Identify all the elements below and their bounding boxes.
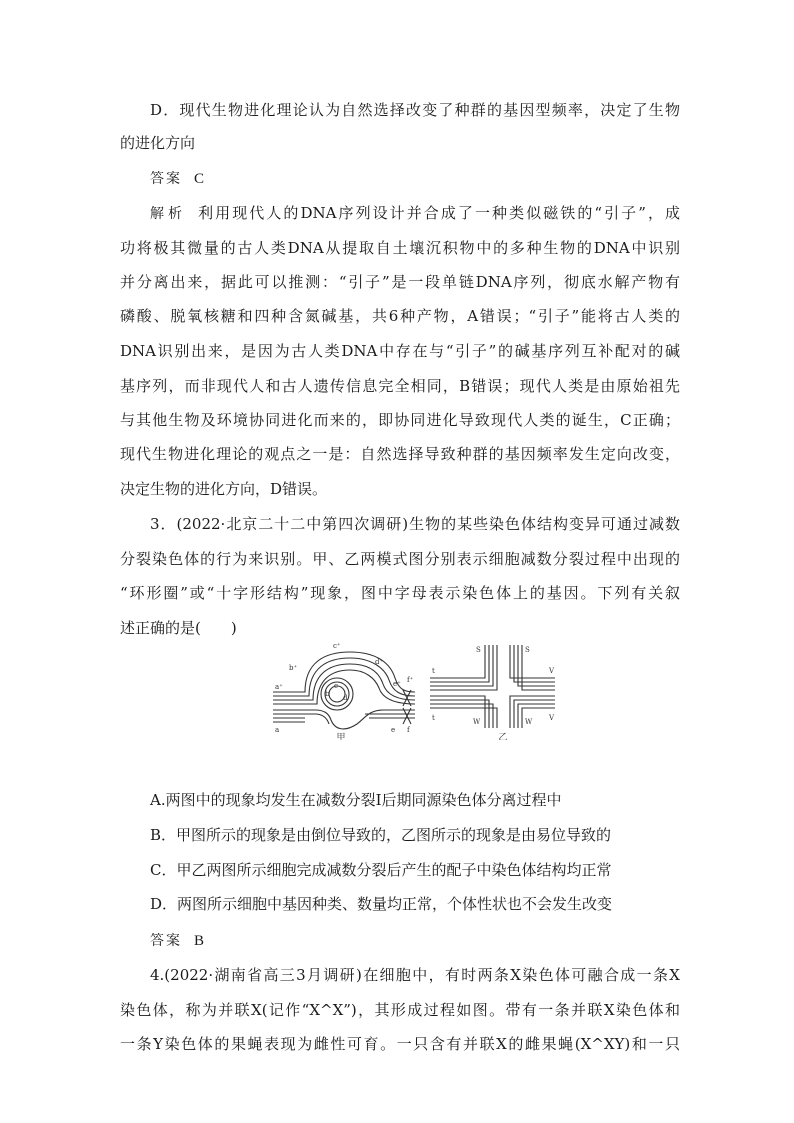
option-b: B．甲图所示的现象是由倒位导致的，乙图所示的现象是由易位导致的 — [150, 826, 612, 844]
gene-label: d — [343, 694, 348, 702]
gene-label: V — [549, 667, 555, 675]
question3-line2: 分裂染色体的行为来识别。甲、乙两模式图分别表示细胞减数分裂过程中出现的 — [120, 550, 680, 568]
gene-label: W — [525, 718, 533, 726]
question3-line1: 3．(2022·北京二十二中第四次调研)生物的某些染色体结构变异可通过减数 — [150, 515, 680, 533]
gene-label: b — [325, 690, 330, 698]
gene-label: t — [432, 667, 435, 675]
answer-value: C — [194, 171, 205, 187]
gene-label: S — [525, 646, 530, 654]
option-a: A.两图中的现象均发生在减数分裂Ⅰ后期同源染色体分离过程中 — [150, 791, 562, 809]
chromosome-figure — [265, 640, 565, 740]
analysis-line1: 利用现代人的DNA序列设计并合成了一种类似磁铁的“引子”，成 — [198, 204, 681, 222]
answer-value: B — [194, 933, 205, 949]
analysis-line3: 并分离出来，据此可以推测：“引子”是一段单链DNA序列，彻底水解产物有 — [120, 273, 680, 291]
gene-label: c⁺ — [333, 642, 341, 650]
analysis-label: 解析 — [150, 206, 187, 222]
gene-label: c — [334, 682, 338, 690]
question4-line3: 一条Y染色体的果蝇表现为雌性可育。一只含有并联X的雌果蝇(X^XY)和一只 — [120, 1035, 680, 1053]
answer-row-q3 — [150, 930, 710, 951]
analysis-line2: 功将极其微量的古人类DNA从提取自土壤沉积物中的多种生物的DNA中识别 — [120, 239, 680, 257]
analysis-line6: 基序列，而非现代人和古人遗传信息完全相同，B错误；现代人类是由原始祖先 — [120, 377, 680, 395]
gene-label: V — [549, 714, 555, 722]
option-d: D．两图所示细胞中基因种类、数量均正常，个体性状也不会发生改变 — [150, 895, 613, 913]
analysis-line8: 现代生物进化理论的观点之一是：自然选择导致种群的基因频率发生定向改变， — [120, 445, 680, 463]
gene-label: d⁺ — [375, 658, 384, 666]
option-d-line2: 的进化方向 — [120, 134, 196, 152]
figure-caption-yi: 乙 — [498, 733, 508, 740]
question4-line1: 4.(2022·湖南省高三3月调研)在细胞中，有时两条X染色体可融合成一条X — [150, 966, 680, 984]
gene-label: a — [275, 726, 280, 734]
gene-label: t — [432, 714, 435, 722]
question4-line2: 染色体，称为并联X(记作“X^X”)，其形成过程如图。带有一条并联X染色体和 — [120, 1001, 680, 1019]
gene-label: e⁺ — [393, 680, 401, 688]
gene-label: f — [407, 726, 410, 734]
answer-row-q2 — [150, 168, 710, 189]
gene-label: a⁺ — [275, 683, 283, 691]
analysis-line4: 磷酸、脱氧核糖和四种含氮碱基，共6种产物，A错误；“引子”能将古人类的 — [120, 307, 680, 325]
chromosome-diagram — [265, 640, 565, 740]
figure-caption-jia: 甲 — [336, 733, 346, 740]
analysis-row — [150, 203, 680, 224]
gene-label: e — [391, 726, 396, 734]
gene-label: S — [476, 646, 481, 654]
analysis-line7: 与其他生物及环境协同进化而来的，即协同进化导致现代人类的诞生，C正确； — [120, 411, 680, 429]
question3-line4: 述正确的是( ) — [120, 619, 237, 637]
option-c: C．甲乙两图所示细胞完成减数分裂后产生的配子中染色体结构均正常 — [150, 861, 612, 879]
option-d-line1: D．现代生物进化理论认为自然选择改变了种群的基因型频率，决定了生物 — [150, 101, 680, 119]
gene-label: W — [473, 718, 481, 726]
gene-label: f⁺ — [407, 676, 414, 684]
answer-label: 答案 — [150, 933, 182, 949]
analysis-line5: DNA识别出来，是因为古人类DNA中存在与“引子”的碱基序列互补配对的碱 — [120, 342, 680, 360]
answer-label: 答案 — [150, 171, 182, 187]
figure-yi — [430, 645, 555, 728]
question3-line3: “环形圈”或“十字形结构”现象，图中字母表示染色体上的基因。下列有关叙 — [120, 584, 680, 602]
gene-label: b⁺ — [289, 664, 298, 672]
analysis-line9: 决定生物的进化方向，D错误。 — [120, 480, 328, 498]
